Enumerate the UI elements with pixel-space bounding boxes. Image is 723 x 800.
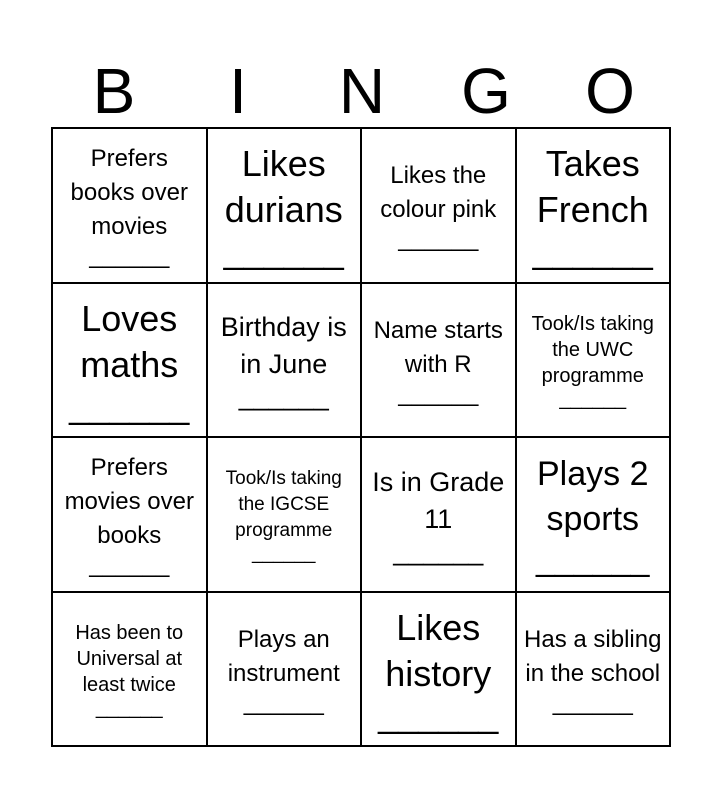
cell-blank-line: ______ — [559, 387, 627, 410]
cell-text: Took/Is taking the UWC programme — [531, 312, 654, 387]
bingo-cell[interactable] — [362, 593, 517, 748]
cell-blank-line: ______ — [398, 379, 479, 407]
cell-blank-line: ______ — [252, 542, 316, 564]
bingo-board — [51, 127, 671, 747]
cell-text: Birthday is in June — [220, 312, 347, 380]
bingo-cell[interactable] — [53, 129, 208, 284]
cell-text: Plays 2 sports — [537, 455, 649, 539]
bingo-cell[interactable] — [362, 129, 517, 284]
cell-text: Prefers books over movies — [70, 145, 188, 241]
header-letter-g: G — [461, 55, 511, 127]
bingo-cell[interactable] — [517, 284, 672, 439]
bingo-cell[interactable] — [208, 129, 363, 284]
bingo-cell[interactable] — [362, 284, 517, 439]
bingo-cell[interactable] — [362, 438, 517, 593]
bingo-cell[interactable] — [517, 129, 672, 284]
header-letter-i: I — [229, 55, 247, 127]
cell-text: Plays an instrument — [227, 625, 340, 687]
cell-blank-line: ______ — [95, 696, 163, 719]
cell-blank-line: ______ — [536, 540, 650, 579]
cell-text: Has a sibling in the school — [524, 625, 662, 687]
bingo-cell[interactable] — [53, 284, 208, 439]
header-letter-b: B — [92, 55, 136, 127]
cell-text: Takes French — [536, 143, 649, 231]
cell-blank-line: ______ — [89, 242, 170, 270]
cell-blank-line: ______ — [398, 225, 479, 253]
cell-text: Likes history — [385, 606, 492, 694]
bingo-cell[interactable] — [208, 284, 363, 439]
bingo-cell[interactable] — [208, 593, 363, 748]
cell-blank-line: ______ — [378, 693, 499, 735]
cell-blank-line: ______ — [89, 551, 170, 579]
cell-text: Name starts with R — [373, 316, 503, 378]
bingo-header — [52, 52, 672, 130]
cell-blank-line: ______ — [238, 381, 329, 412]
cell-text: Loves maths — [80, 297, 179, 385]
header-letter-o: O — [585, 55, 635, 127]
bingo-cell[interactable] — [517, 593, 672, 748]
cell-blank-line: ______ — [532, 230, 653, 272]
bingo-cell[interactable] — [517, 438, 672, 593]
header-letter-n: N — [338, 55, 386, 127]
bingo-cell[interactable] — [53, 593, 208, 748]
cell-blank-line: ______ — [243, 688, 324, 716]
cell-text: Took/Is taking the IGCSE programme — [225, 467, 342, 541]
cell-blank-line: ______ — [223, 230, 344, 272]
bingo-cell[interactable] — [208, 438, 363, 593]
cell-blank-line: ______ — [69, 384, 190, 426]
cell-text: Likes the colour pink — [380, 162, 497, 224]
cell-text: Prefers movies over books — [64, 454, 194, 550]
cell-blank-line: ______ — [393, 535, 484, 566]
cell-text: Likes durians — [224, 143, 343, 231]
cell-text: Has been to Universal at least twice — [75, 621, 184, 696]
cell-blank-line: ______ — [552, 688, 633, 716]
cell-text: Is in Grade 11 — [372, 466, 505, 534]
bingo-cell[interactable] — [53, 438, 208, 593]
